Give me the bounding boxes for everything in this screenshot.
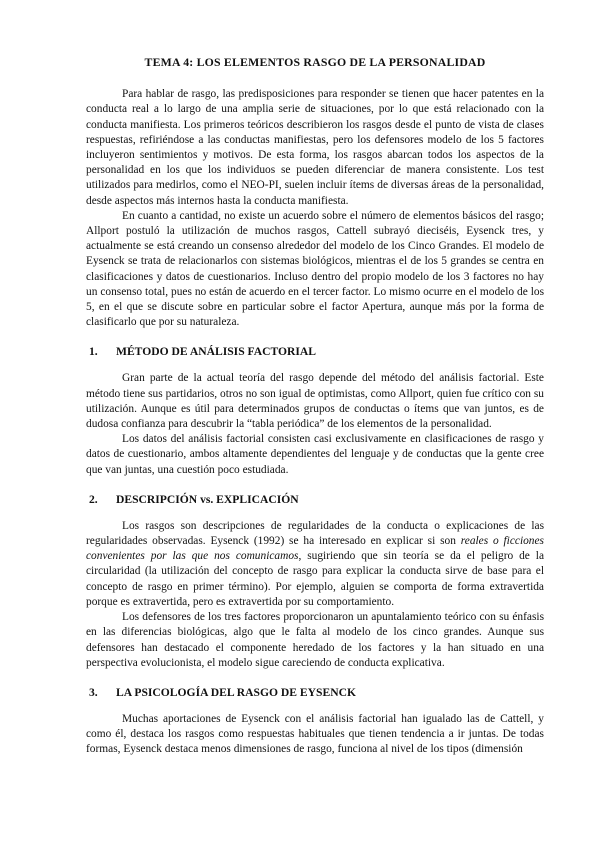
section-2-paragraph-1-italic: reales o ficciones convenientes por las que nos comunicamos — [86, 535, 544, 563]
intro-paragraph-2: En cuanto a cantidad, no existe un acuerdo sobre el número de elementos básicos del rasgo; Allport postuló la utilización de muchos rasgos, Cattell subrayó dieciséis, Eysenck tres, y actualmente se está creando un consenso alrededor del modelo de los Cinco Grandes. El modelo de Eysenck se trata de relacionarlos con sistemas biológicos, mientras el de los 5 grandes se centra en clasificaciones y datos de cuestionarios. Incluso dentro del propio modelo de los 3 factores no hay un consenso total, pues no están de acuerdo en el tercer factor. Lo mismo ocurre en el modelo de los 5, en el que se discute sobre en particular sobre el factor Apertura, aunque más por la forma de clasificarlo que por su naturaleza. — [86, 209, 544, 329]
section-3-number: 3. — [89, 685, 98, 699]
section-1-number: 1. — [89, 345, 98, 359]
section-1-paragraph-1: Gran parte de la actual teoría del rasgo depende del método del análisis factorial. Este método tiene sus partidarios, otros no son igual de optimistas, como Allport, quien fue crítico con su utilización. Aunque es útil para determinados grupos de conductas o ítems que van juntos, es de dudosa confianza para descubrir la “tabla periódica” de los elementos de la personalidad. — [86, 372, 544, 431]
section-1-paragraph-2: Los datos del análisis factorial consisten casi exclusivamente en clasificaciones de rasgo y datos de cuestionario, ambos altamente dependientes del lenguaje y de conductas que la gente cree que van juntas, una cuestión poco estudiada. — [86, 433, 544, 476]
section-2-paragraph-2: Los defensores de los tres factores proporcionaron un apuntalamiento teórico con su énfasis en las diferencias biológicas, algo que le falta al modelo de los cinco grandes. Aunque sus defensores han destacado el componente heredado de los factores y la han situado en una perspectiva evolucionista, el modelo sigue careciendo de conducta explicativa. — [86, 611, 544, 669]
section-1-title: MÉTODO DE ANÁLISIS FACTORIAL — [116, 345, 317, 359]
section-2-number: 2. — [89, 492, 98, 506]
section-2-paragraph-1-text-a: Los rasgos son descripciones de regularidades de la conducta o explicaciones de las regularidades observadas. Eysenck (1992) se ha interesado en explicar si son — [86, 519, 544, 548]
section-3-paragraph-1: Muchas aportaciones de Eysenck con el análisis factorial han igualado las de Cattell, y como él, destaca los rasgos como respuestas habituales que tienen tendencia a ir juntas. De todas formas, Eysenck destaca menos dimensiones de rasgo, funciona al nivel de los tipos (dimensión — [86, 712, 544, 756]
section-2-paragraph-1 — [86, 519, 544, 610]
section-2-title: DESCRIPCIÓN vs. EXPLICACIÓN — [116, 492, 299, 506]
section-3-title: LA PSICOLOGÍA DEL RASGO DE EYSENCK — [116, 685, 356, 699]
document-title: TEMA 4: LOS ELEMENTOS RASGO DE LA PERSONALIDAD — [144, 55, 486, 69]
section-1-heading — [86, 344, 544, 359]
section-2-heading — [86, 492, 544, 507]
document-page — [86, 55, 544, 758]
section-2-paragraph-1-text-b: , sugiriendo que sin teoría se da el peligro de la circularidad (la utilización del concepto de rasgo para explicar la conducta sirve de base para el concepto de rasgo en primer término). Por ejemplo, alguien se comporta de forma extravertida porque es extravertida, pero es extravertida por su comportamiento. — [86, 550, 544, 608]
intro-paragraph-1: Para hablar de rasgo, las predisposiciones para responder se tienen que hacer patentes en la conducta real a lo largo de una amplia serie de situaciones, por lo que está relacionado con la conducta manifiesta. Los primeros teóricos describieron los rasgos desde el punto de vista de clases respuestas, refiriéndose a las conductas manifiestas, pero los defensores modelo de los 5 factores incluyeron sentimientos y motivos. De esta forma, los rasgos abarcan todos los aspectos de la personalidad en los que los individuos se pueden diferenciar de manera consistente. Los test utilizados para medirlos, como el NEO-PI, suelen incluir ítems de diversas áreas de la personalidad, desde aspectos más internos hasta la conducta manifiesta. — [86, 88, 544, 207]
section-3-heading — [86, 685, 544, 700]
